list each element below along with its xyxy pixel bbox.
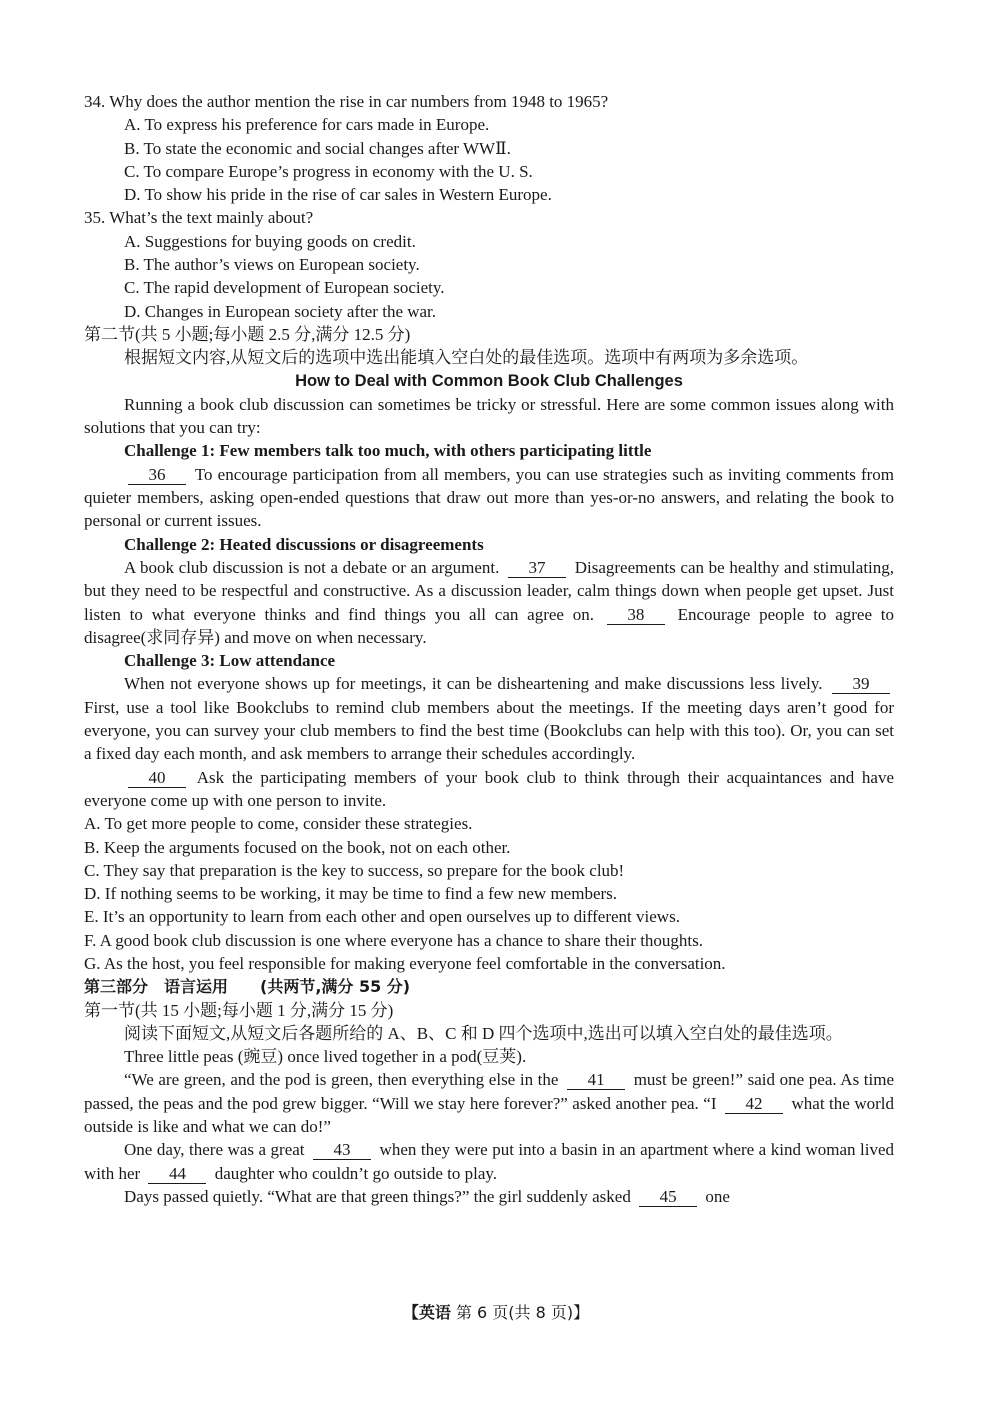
challenge-3-paragraph-1 <box>84 672 894 765</box>
blank-39[interactable]: 39 <box>832 675 890 694</box>
choice-g: G. As the host, you feel responsible for making everyone feel comfortable in the conversation. <box>84 953 726 973</box>
choice-f: F. A good book club discussion is one where everyone has a chance to share their thoughts. <box>84 930 704 950</box>
question-34-stem: 34. Why does the author mention the rise in car numbers from 1948 to 1965? <box>84 92 609 111</box>
challenge-1-paragraph <box>84 463 894 533</box>
question-35-option-a: A. Suggestions for buying goods on credit. <box>124 231 416 251</box>
blank-40[interactable]: 40 <box>128 769 186 788</box>
blank-36[interactable]: 36 <box>128 466 186 485</box>
blank-45[interactable]: 45 <box>639 1188 697 1207</box>
exam-page <box>84 90 894 1208</box>
blank-37[interactable]: 37 <box>508 559 566 578</box>
question-35-stem: 35. What’s the text mainly about? <box>84 208 314 228</box>
cloze-text: what the world outside is like and what we can do!” <box>84 1093 894 1137</box>
question-34-option-a: A. To express his preference for cars made in Europe. <box>124 115 490 135</box>
passage-title: How to Deal with Common Book Club Challenges <box>295 371 683 390</box>
page-footer <box>0 1300 992 1323</box>
challenge-3-paragraph-2 <box>84 766 894 813</box>
question-34-option-d: D. To show his pride in the rise of car sales in Western Europe. <box>124 185 552 205</box>
challenge-3-text-3: Ask the participating members of your book club to think through their acquaintances and have everyone come up with one person to invite. <box>84 767 894 810</box>
challenge-2-text-1: A book club discussion is not a debate or an argument. <box>124 557 500 577</box>
choice-e: E. It’s an opportunity to learn from each other and open ourselves up to different views. <box>84 907 680 927</box>
part-3-instruction: 阅读下面短文,从短文后各题所给的 A、B、C 和 D 四个选项中,选出可以填入空白处的最佳选项。 <box>124 1023 843 1043</box>
challenge-2-text-2: Disagreements can be healthy and stimulating, but they need to be respectful and constructive. As a discussion leader, calm things down when people get upset. Just listen to what everyone thinks and find things you all can agree on. <box>84 557 895 624</box>
cloze-text: One day, there was a great <box>124 1140 305 1160</box>
cloze-paragraph-1: Three little peas (豌豆) once lived together in a pod(豆荚). <box>124 1047 527 1067</box>
challenge-2-paragraph <box>84 556 894 649</box>
challenge-3-text-2: First, use a tool like Bookclubs to remind club members about the meetings. If the meeting days aren’t good for everyone, you can survey your club members to find the best time (Bookclubs can help with this too). Or, you can set a fixed day each month, and ask members to arrange their schedules accordingly. <box>84 697 894 764</box>
cloze-text: daughter who couldn’t go outside to play. <box>214 1163 498 1183</box>
blank-41[interactable]: 41 <box>567 1071 625 1090</box>
footer-subject: 【英语 <box>402 1303 451 1322</box>
blank-38[interactable]: 38 <box>607 606 665 625</box>
choice-b: B. Keep the arguments focused on the book, not on each other. <box>84 837 511 857</box>
blank-43[interactable]: 43 <box>313 1141 371 1160</box>
passage-intro: Running a book club discussion can sometimes be tricky or stressful. Here are some common issues along with solutions that you can try: <box>84 394 894 438</box>
cloze-text: one <box>705 1186 730 1206</box>
choice-d: D. If nothing seems to be working, it may be time to find a few new members. <box>84 884 618 904</box>
cloze-text: “We are green, and the pod is green, then everything else in the <box>124 1070 559 1090</box>
challenge-1-heading: Challenge 1: Few members talk too much, with others participating little <box>124 441 652 461</box>
cloze-text: Days passed quietly. “What are that green things?” the girl suddenly asked <box>124 1186 631 1206</box>
challenge-3-text-1: When not everyone shows up for meetings, it can be disheartening and make discussions less lively. <box>124 674 823 694</box>
cloze-paragraph-3 <box>84 1138 894 1185</box>
section-2-instruction: 根据短文内容,从短文后的选项中选出能填入空白处的最佳选项。选项中有两项为多余选项。 <box>124 348 809 368</box>
question-35-option-c: C. The rapid development of European society. <box>124 278 445 298</box>
challenge-3-heading: Challenge 3: Low attendance <box>124 651 336 671</box>
cloze-text: must be green!” said one pea. As time passed, the peas and the pod grew bigger. “Will we stay here forever?” asked another pea. “I <box>84 1070 895 1113</box>
choice-c: C. They say that preparation is the key to success, so prepare for the book club! <box>84 860 625 880</box>
cloze-text: when they were put into a basin in an apartment where a kind woman lived with her <box>84 1140 895 1183</box>
part-3-section-1-heading: 第一节(共 15 小题;每小题 1 分,满分 15 分) <box>84 1000 394 1020</box>
challenge-1-text: To encourage participation from all members, you can use strategies such as inviting comments from quieter members, asking open-ended questions that draw out more than yes-or-no answers, and relating the book to personal or current issues. <box>84 464 894 531</box>
section-2-heading: 第二节(共 5 小题;每小题 2.5 分,满分 12.5 分) <box>84 324 411 344</box>
blank-44[interactable]: 44 <box>148 1165 206 1184</box>
footer-page-number: 第 6 页(共 8 页)】 <box>455 1303 590 1322</box>
question-35-option-d: D. Changes in European society after the war. <box>124 301 437 321</box>
question-34-option-c: C. To compare Europe’s progress in economy with the U. S. <box>124 161 533 181</box>
cloze-paragraph-4 <box>84 1185 894 1208</box>
challenge-2-text-3: Encourage people to agree to disagree(求同存异) and move on when necessary. <box>84 604 895 647</box>
blank-42[interactable]: 42 <box>725 1095 783 1114</box>
question-34-option-b: B. To state the economic and social changes after WWⅡ. <box>124 138 511 158</box>
question-35-option-b: B. The author’s views on European society. <box>124 255 420 275</box>
choice-a: A. To get more people to come, consider these strategies. <box>84 814 473 834</box>
part-3-heading: 第三部分 语言运用 (共两节,满分 55 分) <box>84 977 411 997</box>
challenge-2-heading: Challenge 2: Heated discussions or disagreements <box>124 534 484 554</box>
cloze-paragraph-2 <box>84 1068 894 1138</box>
